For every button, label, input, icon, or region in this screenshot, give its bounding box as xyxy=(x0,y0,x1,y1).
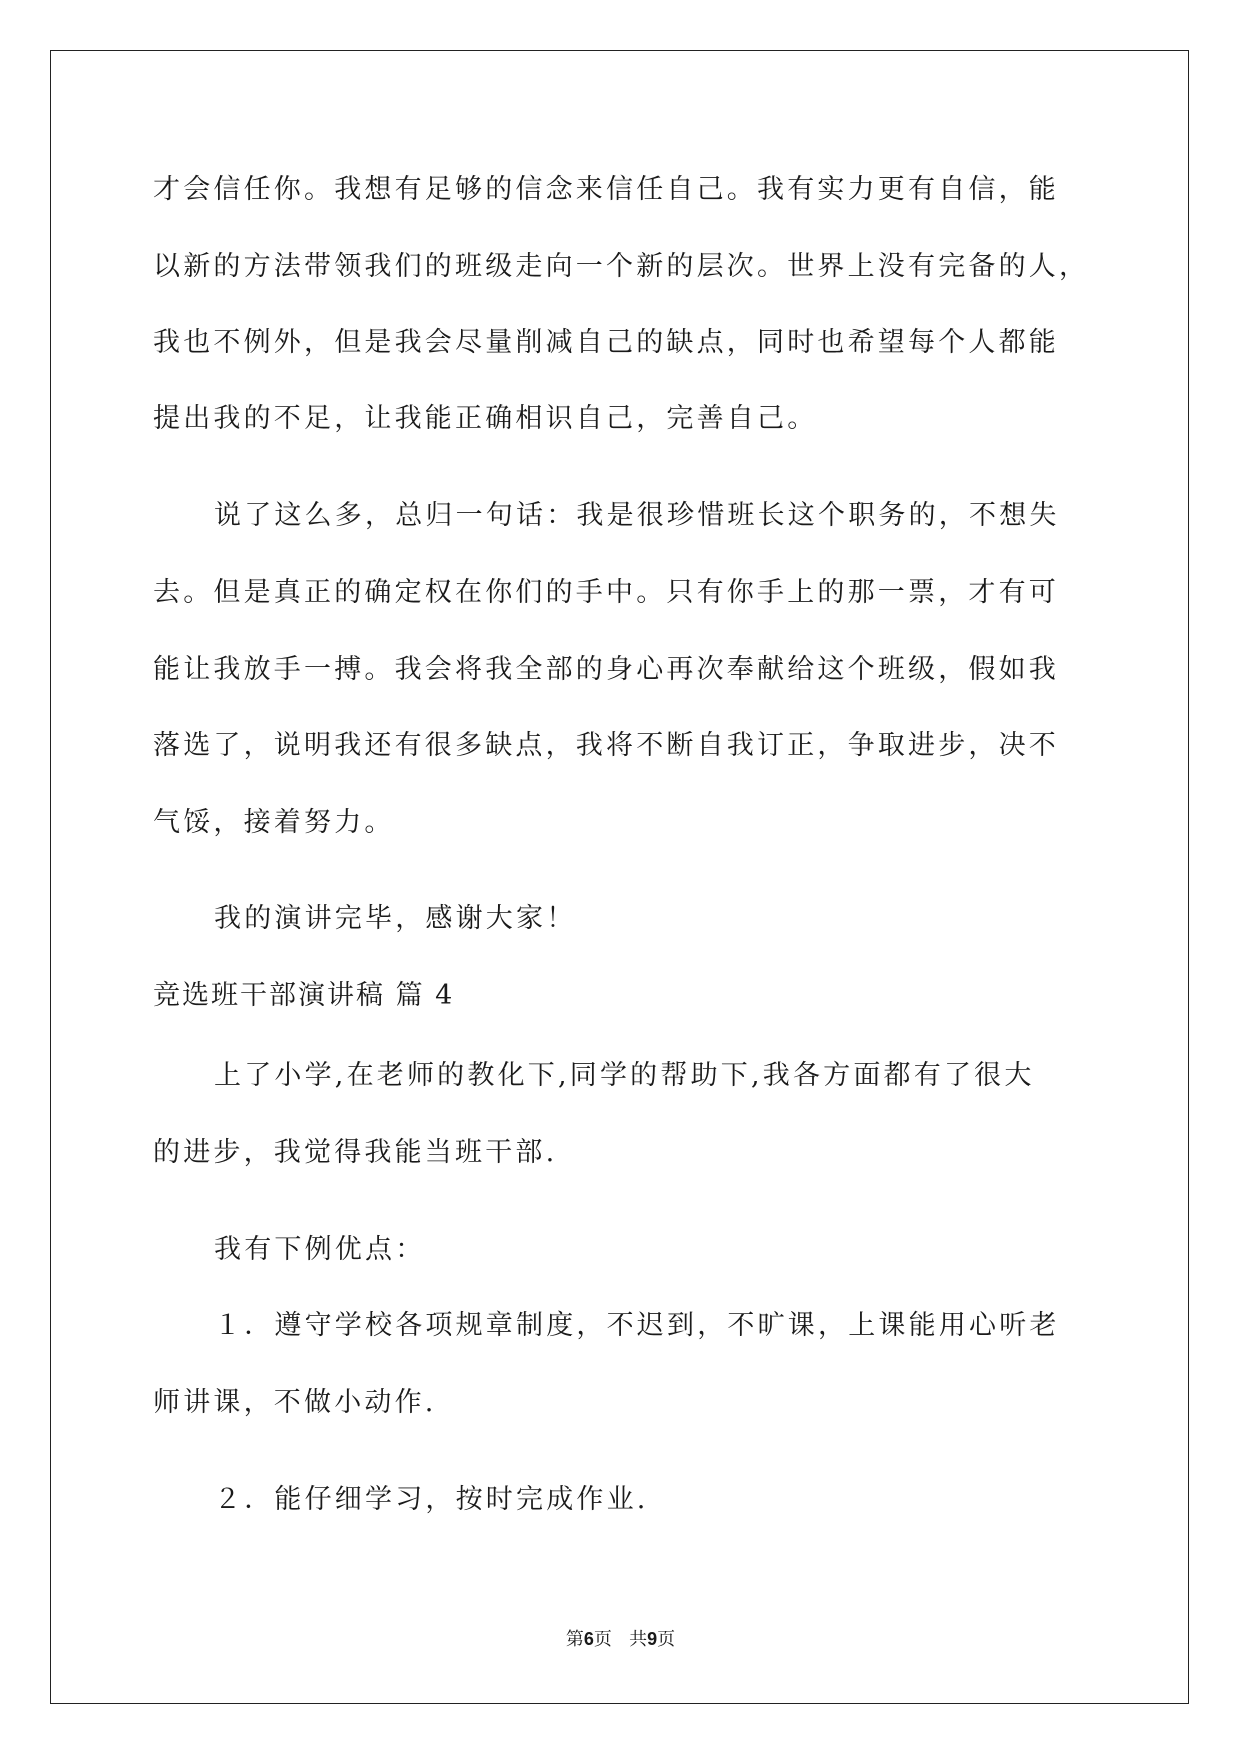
section-heading: 竞选班干部演讲稿 篇 4 xyxy=(153,980,455,1011)
body-text-line: 的进步，我觉得我能当班干部. xyxy=(153,1137,558,1168)
body-text-line: 才会信任你。我想有足够的信念来信任自己。我有实力更有自信，能 xyxy=(153,174,1059,205)
total-suffix: 页 xyxy=(657,1629,676,1650)
body-text-line: 落选了，说明我还有很多缺点，我将不断自我订正，争取进步，决不 xyxy=(153,730,1059,761)
body-text-line: 去。但是真正的确定权在你们的手中。只有你手上的那一票，才有可 xyxy=(153,577,1059,608)
body-text-line: 说了这么多，总归一句话：我是很珍惜班长这个职务的，不想失 xyxy=(214,500,1060,531)
total-pages: 9 xyxy=(647,1629,658,1649)
body-text-line: 我的演讲完毕，感谢大家！ xyxy=(214,903,577,934)
page-suffix: 页 xyxy=(593,1629,612,1650)
body-text-line: 气馁，接着努力。 xyxy=(153,807,395,838)
list-item: ２．能仔细学习，按时完成作业. xyxy=(214,1484,649,1515)
body-text-line: 以新的方法带领我们的班级走向一个新的层次。世界上没有完备的人， xyxy=(153,251,1090,282)
page-prefix: 第 xyxy=(565,1629,584,1650)
page-footer xyxy=(0,1627,1241,1652)
body-text-line: 能让我放手一搏。我会将我全部的身心再次奉献给这个班级，假如我 xyxy=(153,654,1059,685)
total-prefix: 共 xyxy=(629,1629,648,1650)
list-item: １．遵守学校各项规章制度，不迟到，不旷课，上课能用心听老 xyxy=(214,1310,1060,1341)
body-text-line: 提出我的不足，让我能正确相识自己，完善自己。 xyxy=(153,403,818,434)
body-text-line: 我也不例外，但是我会尽量削减自己的缺点，同时也希望每个人都能 xyxy=(153,327,1059,358)
body-text-line: 师讲课，不做小动作. xyxy=(153,1387,437,1418)
page-border xyxy=(50,50,1189,1704)
body-text-line: 上了小学,在老师的教化下,同学的帮助下,我各方面都有了很大 xyxy=(214,1060,1035,1091)
page-number: 6 xyxy=(583,1629,594,1649)
body-text-line: 我有下例优点： xyxy=(214,1234,426,1265)
